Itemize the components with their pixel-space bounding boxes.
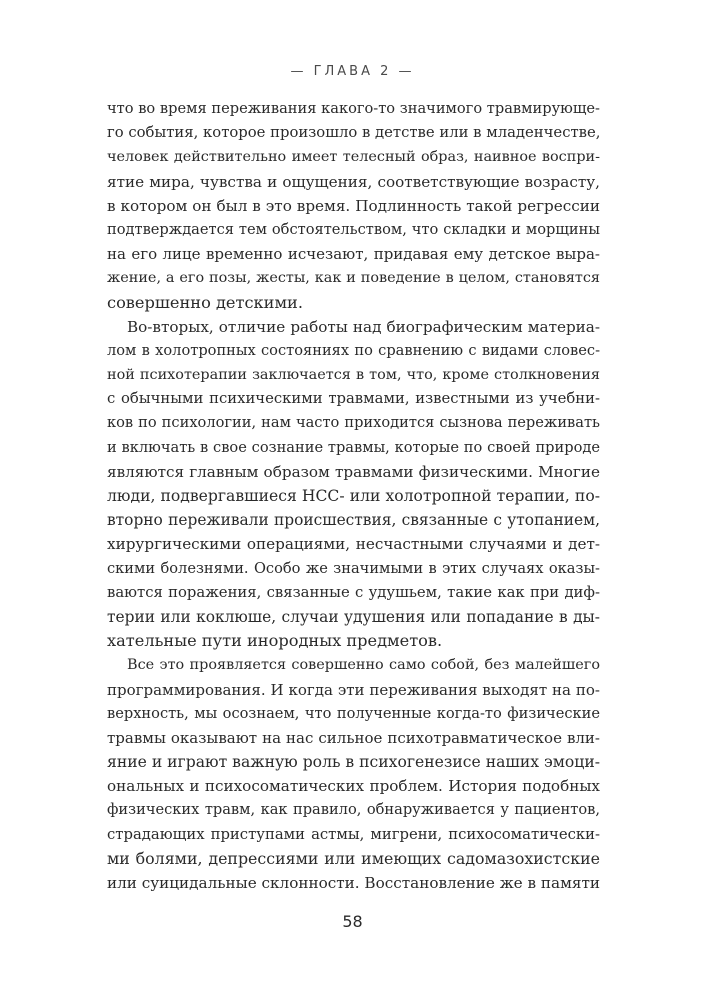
text-line: лом в холотропных состояниях по сравнению с видами словес- — [107, 341, 600, 359]
text-line: Все это проявляется совершенно само собой, без малейшего — [127, 657, 600, 674]
text-line: жение, а его позы, жесты, как и поведение в целом, становятся — [107, 270, 600, 287]
text-line: хательные пути инородных предметов. — [107, 631, 443, 651]
text-line: вторно переживали происшествия, связанные с утопанием, — [107, 511, 600, 530]
text-line: Во-вторых, отличие работы над биографическим материа- — [127, 317, 600, 336]
text-line: ональных и психосоматических проблем. История подобных — [107, 777, 600, 796]
text-line: верхность, мы осознаем, что полученные когда-то физические — [107, 704, 600, 722]
text-line: на его лице временно исчезают, придавая ему детское выра- — [107, 245, 600, 264]
text-line: терии или коклюше, случаи удушения или попадание в ды- — [107, 607, 600, 626]
text-line: хирургическими операциями, несчастными случаями и дет- — [107, 535, 600, 554]
text-line: физических травм, как правило, обнаруживается у пациентов, — [107, 801, 600, 819]
text-line: подтверждается тем обстоятельством, что складки и морщины — [107, 220, 600, 238]
text-line: скими болезнями. Особо же значимыми в этих случаях оказы- — [107, 559, 600, 577]
text-line: или суицидальные склонности. Восстановление же в памяти — [107, 874, 600, 892]
text-line: травмы оказывают на нас сильное психотравматическое вли- — [107, 728, 600, 747]
running-head: — ГЛАВА 2 — — [290, 64, 415, 79]
text-line: ной психотерапии заключается в том, что, кроме столкновения — [107, 367, 600, 384]
text-line: человек действительно имеет телесный образ, наивное воспри- — [107, 149, 600, 166]
text-line: с обычными психическими травмами, известными из учебни- — [107, 390, 600, 408]
page-number: 58 — [342, 912, 363, 931]
text-line: ков по психологии, нам часто приходится сызнова переживать — [107, 414, 600, 432]
text-line: го события, которое произошло в детстве или в младенчестве, — [107, 124, 601, 142]
text-line: страдающих приступами астмы, мигрени, психосоматически- — [107, 825, 600, 843]
text-line: являются главным образом травмами физическими. Многие — [107, 462, 600, 481]
text-line: и включать в свое сознание травмы, которые по своей природе — [107, 438, 600, 456]
text-line: ятие мира, чувства и ощущения, соответствующие возрасту, — [107, 172, 600, 191]
text-line: в котором он был в это время. Подлинность такой регрессии — [107, 196, 600, 215]
text-line: яние и играют важную роль в психогенезисе наших эмоци- — [107, 753, 600, 772]
text-line: ваются поражения, связанные с удушьем, такие как при диф- — [107, 583, 600, 601]
text-line: программирования. И когда эти переживания выходят на по- — [107, 680, 600, 699]
body-text — [107, 97, 600, 895]
text-line: совершенно детскими. — [107, 292, 303, 312]
text-line: люди, подвергавшиеся НСС- или холотропной терапии, по- — [107, 487, 600, 505]
text-line: ми болями, депрессиями или имеющих садомазохистские — [107, 848, 600, 868]
text-line: что во время переживания какого-то значимого травмирующе- — [107, 100, 600, 117]
